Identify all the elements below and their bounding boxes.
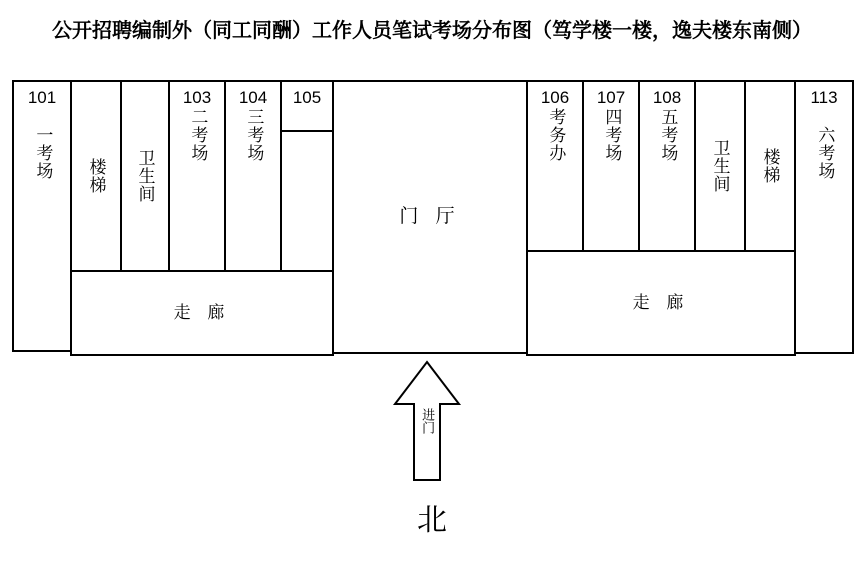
floor-plan [12, 80, 852, 352]
room-stairs-right-label: 楼梯 [760, 148, 780, 184]
room-stairs-right [744, 80, 796, 252]
room-113 [794, 80, 854, 354]
corridor-right [526, 250, 796, 356]
room-108-label: 五考场 [658, 108, 678, 162]
lobby-label: 门 厅 [399, 206, 461, 228]
compass-north-label: 北 [417, 504, 447, 537]
corridor-right-label: 走 廊 [632, 293, 690, 313]
room-104 [224, 80, 282, 272]
room-105 [280, 80, 334, 132]
room-108 [638, 80, 696, 252]
room-104-number: 104 [238, 88, 268, 107]
room-stairs-left [70, 80, 122, 272]
room-107-label: 四考场 [602, 108, 622, 162]
room-101 [12, 80, 72, 352]
room-103 [168, 80, 226, 272]
room-107-number: 107 [596, 88, 626, 107]
room-101-number: 101 [27, 88, 57, 107]
room-113-label: 六考场 [815, 126, 835, 180]
room-105-number: 105 [292, 88, 322, 107]
entrance-arrow [392, 360, 462, 482]
room-104-label: 三考场 [244, 108, 264, 162]
lobby [332, 80, 528, 354]
room-103-number: 103 [182, 88, 212, 107]
room-101-label: 一考场 [33, 126, 53, 180]
room-108-number: 108 [652, 88, 682, 107]
room-restroom-right [694, 80, 746, 252]
room-restroom-left [120, 80, 170, 272]
room-stairs-left-label: 楼梯 [86, 158, 106, 194]
corridor-left-label: 走 廊 [173, 303, 231, 323]
room-106-label: 考务办 [546, 108, 566, 162]
entrance-arrow-label: 进门 [420, 408, 436, 434]
room-103-label: 二考场 [188, 108, 208, 162]
room-113-number: 113 [810, 88, 838, 107]
room-106 [526, 80, 584, 252]
room-restroom-right-label: 卫生间 [710, 139, 730, 193]
corridor-left [70, 270, 334, 356]
page-title: 公开招聘编制外（同工同酬）工作人员笔试考场分布图（笃学楼一楼，逸夫楼东南侧） [52, 20, 812, 42]
room-106-number: 106 [540, 88, 570, 107]
room-restroom-left-label: 卫生间 [135, 149, 155, 203]
room-107 [582, 80, 640, 252]
